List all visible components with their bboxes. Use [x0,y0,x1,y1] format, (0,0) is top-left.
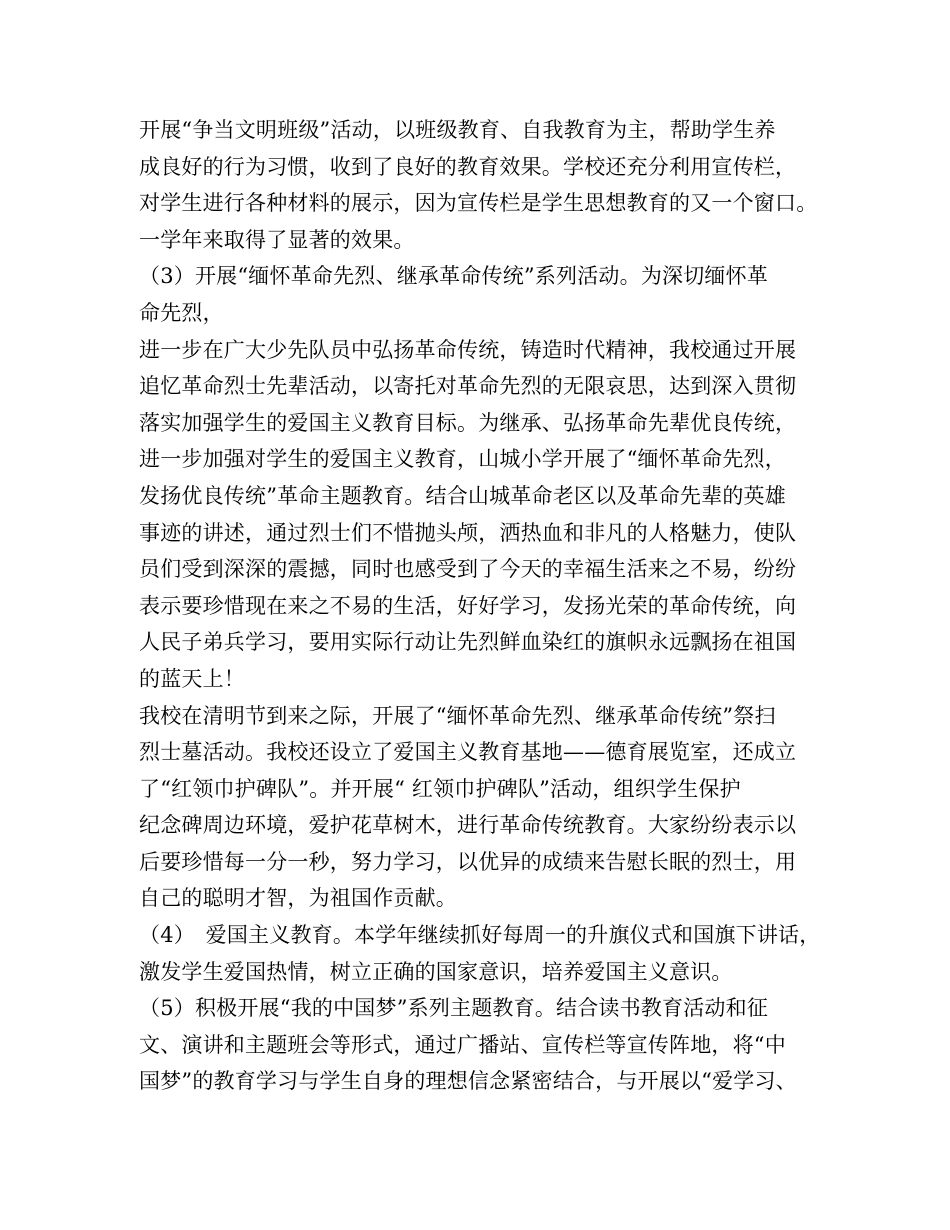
text-line: 的蓝天上！ [139,666,245,691]
text-line: 进一步在广大少先队员中弘扬革命传统，铸造时代精神，我校通过开展 [139,337,797,362]
text-line: 纪念碑周边环境，爱护花草树木，进行革命传统教育。大家纷纷表示以 [139,813,797,838]
document-body [139,112,829,1100]
text-line: 追忆革命烈士先辈活动，以寄托对革命先烈的无限哀思，达到深入贯彻 [139,374,797,399]
text-line: 表示要珍惜现在来之不易的生活，好好学习，发扬光荣的革命传统，向 [139,593,797,618]
text-line: 文、演讲和主题班会等形式，通过广播站、宣传栏等宣传阵地，将“中 [139,1032,786,1057]
text-line: 落实加强学生的爱国主义教育目标。为继承、弘扬革命先辈优良传统， [139,410,797,435]
text-line: 成良好的行为习惯，收到了良好的教育效果。学校还充分利用宣传栏， [139,154,797,179]
text-line: 了“红领巾护碑队”。并开展“ 红领巾护碑队”活动，组织学生保护 [139,776,741,801]
text-line: 人民子弟兵学习，要用实际行动让先烈鲜血染红的旗帜永远飘扬在祖国 [139,630,797,655]
text-line: 自己的聪明才智，为祖国作贡献。 [139,886,457,911]
text-line: 国梦”的教育学习与学生自身的理想信念紧密结合，与开展以“爱学习、 [139,1069,797,1094]
text-line: 烈士墓活动。我校还设立了爱国主义教育基地——德育展览室，还成立 [139,740,797,765]
text-line: 事迹的讲述，通过烈士们不惜抛头颅，洒热血和非凡的人格魅力，使队 [139,520,797,545]
text-line: 发扬优良传统”革命主题教育。结合山城革命老区以及革命先辈的英雄 [139,483,786,508]
text-line: 后要珍惜每一分一秒，努力学习，以优异的成绩来告慰长眠的烈士，用 [139,849,797,874]
text-line: 一学年来取得了显著的效果。 [139,227,415,252]
text-line: 进一步加强对学生的爱国主义教育，山城小学开展了“缅怀革命先烈， [139,447,786,472]
text-line: （4） 爱国主义教育。本学年继续抓好每周一的升旗仪式和国旗下讲话， [139,923,821,948]
text-line: （3）开展“缅怀革命先烈、继承革命传统”系列活动。为深切缅怀革 [139,264,769,289]
text-line: 对学生进行各种材料的展示，因为宣传栏是学生思想教育的又一个窗口。 [139,191,818,216]
text-line: 我校在清明节到来之际，开展了“缅怀革命先烈、继承革命传统”祭扫 [139,703,776,728]
text-line: 员们受到深深的震撼，同时也感受到了今天的幸福生活来之不易，纷纷 [139,557,797,582]
text-line: 开展“争当文明班级”活动，以班级教育、自我教育为主，帮助学生养 [139,118,776,142]
text-line: 命先烈， [139,300,224,325]
text-line: （5）积极开展“我的中国梦”系列主题教育。结合读书教育活动和征 [139,996,769,1021]
text-line: 激发学生爱国热情，树立正确的国家意识，培养爱国主义意识。 [139,959,733,984]
